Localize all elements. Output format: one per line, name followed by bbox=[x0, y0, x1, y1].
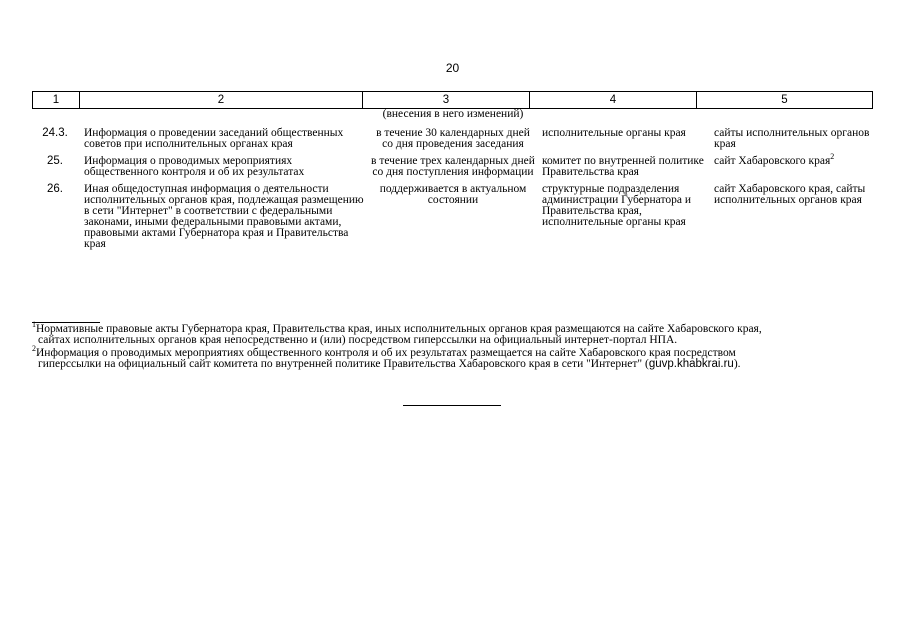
place-text: сайт Хабаровского края, сайты исполнительных органов края bbox=[714, 183, 866, 206]
period-cell: в течение трех календарных дней со дня поступления информации bbox=[371, 155, 535, 178]
footnote-text: сайтах исполнительных органов края непосредственно и (или) посредством гиперссылки на официальный интернет-портал НПА. bbox=[38, 334, 678, 346]
responsible-cell: исполнительные органы края bbox=[542, 127, 686, 139]
responsible-cell: структурные подразделения администрации Губернатора и Правительства края, исполнительные органы края bbox=[542, 183, 691, 228]
table-row-continuation bbox=[32, 109, 873, 128]
footnote-marker: 2 bbox=[32, 344, 36, 354]
info-cell: Иная общедоступная информация о деятельности исполнительных органов края, подлежащая размещению в сети "Интернет" в соответствии с федеральными законами, иными федеральными правовыми актами, правовыми актами Губернатора края и Правительства края bbox=[84, 183, 364, 250]
period-cell: в течение 30 календарных дней со дня проведения заседания bbox=[376, 127, 530, 150]
row-number: 25. bbox=[47, 155, 63, 167]
footnote-marker: 1 bbox=[32, 320, 36, 330]
footnote-text: Нормативные правовые акты Губернатора края, Правительства края, иных исполнительных органов края размещаются на сайте Хабаровского края, bbox=[36, 323, 762, 335]
place-cell bbox=[708, 128, 873, 156]
period-cell: (внесения в него изменений) bbox=[382, 108, 524, 120]
place-text: сайт Хабаровского края bbox=[714, 155, 831, 167]
column-number: 4 bbox=[530, 92, 697, 109]
column-number: 3 bbox=[363, 92, 530, 109]
footnote-line bbox=[32, 359, 873, 370]
info-cell: Информация о проводимых мероприятиях общественного контроля и об их результатах bbox=[84, 155, 305, 178]
footnotes bbox=[32, 320, 873, 372]
footnote-marker: 2 bbox=[830, 152, 835, 162]
period-cell: поддерживается в актуальном состоянии bbox=[379, 183, 527, 206]
column-number: 2 bbox=[80, 92, 363, 109]
responsible-cell: комитет по внутренней политике Правительства края bbox=[542, 155, 704, 178]
info-cell: Информация о проведении заседаний общественных советов при исполнительных органах края bbox=[84, 127, 344, 150]
row-number: 26. bbox=[47, 183, 63, 195]
footnote-text: Информация о проводимых мероприятиях общественного контроля и об их результатах размещается на сайте Хабаровского края посредством bbox=[36, 347, 736, 359]
place-cell bbox=[708, 184, 873, 256]
place-text: сайты исполнительных органов края bbox=[714, 127, 870, 150]
table-row bbox=[32, 128, 873, 156]
page-number: 20 bbox=[445, 61, 460, 75]
column-number: 1 bbox=[33, 92, 80, 109]
table-row bbox=[32, 184, 873, 256]
information-table bbox=[32, 109, 873, 256]
footnote-1 bbox=[32, 320, 873, 346]
column-number: 5 bbox=[697, 92, 873, 109]
footnote-text: ). bbox=[733, 358, 741, 370]
closing-line bbox=[403, 405, 501, 406]
row-number: 24.3. bbox=[42, 127, 68, 139]
footnote-text: гиперссылки на официальный сайт комитета по внутренней политике Правительства Хабаровского края в сети "Интернет" ( bbox=[38, 358, 649, 370]
table-row bbox=[32, 156, 873, 184]
footnote-2 bbox=[32, 344, 873, 370]
column-number-header bbox=[32, 91, 873, 109]
website-link: guvp.khabkrai.ru bbox=[648, 358, 734, 370]
place-cell bbox=[708, 152, 873, 184]
